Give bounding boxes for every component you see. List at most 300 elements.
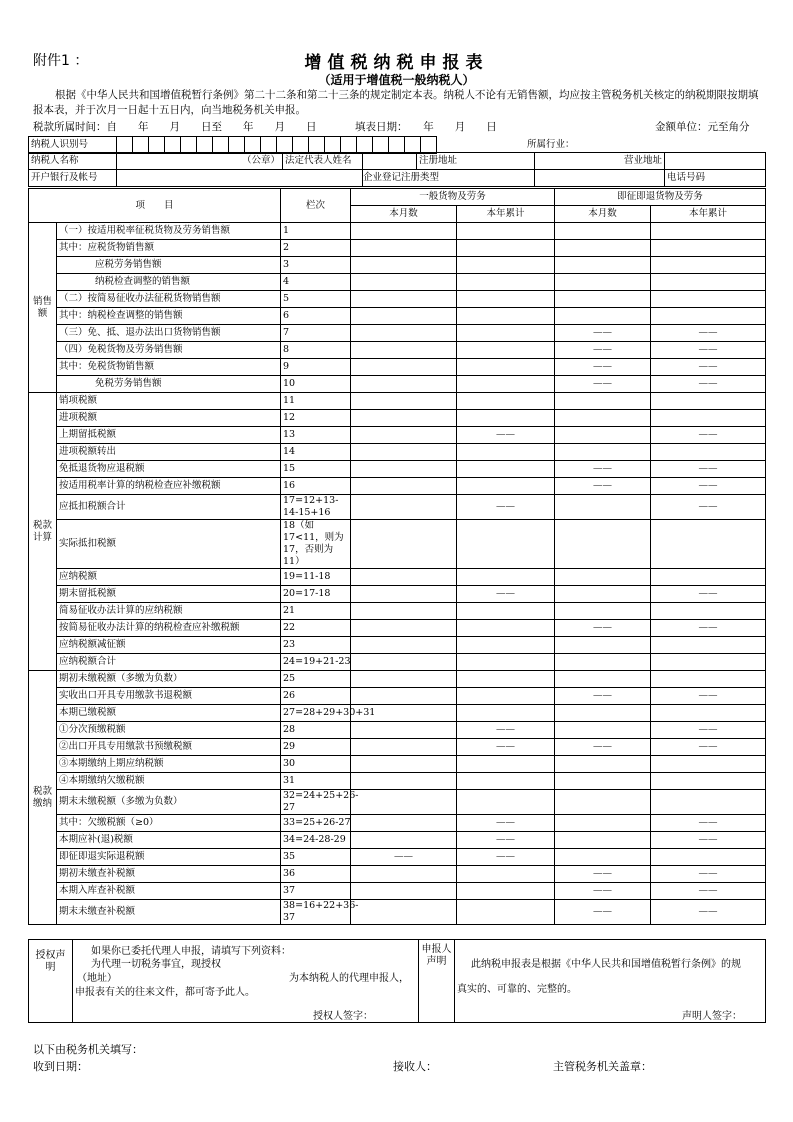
refund-ytd-cell[interactable] — [651, 223, 766, 240]
reg-type-label: 企业登记注册类型 — [363, 170, 535, 187]
auth-box — [75, 940, 416, 1022]
refund-month-cell[interactable] — [555, 569, 651, 586]
taxpayer-id-box[interactable] — [261, 137, 277, 154]
taxpayer-id-box[interactable] — [293, 137, 309, 154]
row-col-no: 16 — [281, 478, 351, 495]
refund-month-cell[interactable] — [555, 257, 651, 274]
table-row — [29, 342, 766, 359]
refund-ytd-cell[interactable] — [651, 520, 766, 569]
general-month-cell[interactable] — [351, 520, 457, 569]
row-item-label: 期末留抵税额 — [57, 586, 281, 603]
row-col-no: 25 — [281, 671, 351, 688]
general-month-cell[interactable] — [351, 722, 457, 739]
auth-sign-label: 授权人签字： — [313, 1011, 373, 1022]
row-item-label: 期末未缴税额（多缴为负数） — [57, 790, 281, 815]
row-item-label: 其中：免税货物销售额 — [57, 359, 281, 376]
general-ytd-cell[interactable] — [457, 883, 555, 900]
row-item-label: 其中：纳税检查调整的销售额 — [57, 308, 281, 325]
refund-month-cell[interactable] — [555, 773, 651, 790]
table-row — [29, 790, 766, 815]
refund-month-cell[interactable] — [555, 240, 651, 257]
row-col-no: 17=12+13-14-15+16 — [281, 495, 351, 520]
row-col-no: 20=17-18 — [281, 586, 351, 603]
general-month-cell: —— — [351, 849, 457, 866]
row-item-label: 期末未缴查补税额 — [57, 900, 281, 925]
refund-ytd-cell[interactable] — [651, 705, 766, 722]
general-month-cell[interactable] — [351, 815, 457, 832]
decl-title: 申报人声明 — [419, 940, 455, 1023]
general-month-cell[interactable] — [351, 223, 457, 240]
row-col-no: 35 — [281, 849, 351, 866]
refund-ytd-cell[interactable] — [651, 849, 766, 866]
taxpayer-name-field[interactable]: （公章） — [117, 153, 283, 170]
general-ytd-cell: —— — [457, 495, 555, 520]
general-month-cell[interactable] — [351, 883, 457, 900]
general-ytd-cell[interactable] — [457, 773, 555, 790]
general-ytd-cell[interactable] — [457, 866, 555, 883]
general-month-cell[interactable] — [351, 586, 457, 603]
refund-ytd-cell[interactable] — [651, 637, 766, 654]
row-col-no: 10 — [281, 376, 351, 393]
industry-label: 所属行业： — [527, 139, 575, 150]
refund-ytd-cell[interactable] — [651, 410, 766, 427]
table-row — [29, 586, 766, 603]
row-col-no: 34=24-28-29 — [281, 832, 351, 849]
taxpayer-id-box[interactable] — [133, 137, 149, 154]
tax-return-main-table — [28, 188, 766, 925]
row-col-no: 1 — [281, 223, 351, 240]
general-ytd-cell[interactable] — [457, 671, 555, 688]
general-month-cell[interactable] — [351, 240, 457, 257]
general-ytd-cell[interactable] — [457, 308, 555, 325]
row-item-label: 免抵退货物应退税额 — [57, 461, 281, 478]
general-month-cell[interactable] — [351, 569, 457, 586]
row-col-no: 2 — [281, 240, 351, 257]
row-item-label: ④本期缴纳欠缴税额 — [57, 773, 281, 790]
refund-ytd-cell: —— — [651, 866, 766, 883]
general-ytd-cell[interactable] — [457, 359, 555, 376]
general-ytd-cell[interactable] — [457, 342, 555, 359]
row-col-no: 32=24+25+26-27 — [281, 790, 351, 815]
decl-line-1: 此纳税申报表是根据《中华人民共和国增值税暂行条例》的规 — [471, 959, 741, 970]
auth-line-2: 为代理一切税务事宜，现授权 — [91, 959, 221, 970]
refund-month-cell[interactable] — [555, 291, 651, 308]
row-item-label: 免税劳务销售额 — [57, 376, 281, 393]
general-month-cell[interactable] — [351, 495, 457, 520]
general-month-cell[interactable] — [351, 832, 457, 849]
taxpayer-id-box[interactable] — [149, 137, 165, 154]
refund-month-cell[interactable] — [555, 815, 651, 832]
refund-month-cell[interactable] — [555, 586, 651, 603]
row-col-no: 24=19+21-23 — [281, 654, 351, 671]
refund-ytd-cell: —— — [651, 495, 766, 520]
row-col-no: 19=11-18 — [281, 569, 351, 586]
row-item-label: 应纳税额减征额 — [57, 637, 281, 654]
form-subtitle: （适用于增值税一般纳税人） — [318, 73, 475, 87]
taxpayer-id-box[interactable] — [341, 137, 357, 154]
row-col-no: 3 — [281, 257, 351, 274]
refund-month-cell: —— — [555, 359, 651, 376]
refund-ytd-cell: —— — [651, 883, 766, 900]
taxpayer-id-box[interactable] — [309, 137, 325, 154]
group-tax-pay: 税款缴纳 — [29, 671, 57, 925]
refund-month-cell: —— — [555, 688, 651, 705]
taxpayer-detail-table — [28, 152, 766, 187]
refund-month-cell[interactable] — [555, 427, 651, 444]
refund-month-cell: —— — [555, 900, 651, 925]
taxpayer-id-box[interactable] — [165, 137, 181, 154]
refund-month-cell[interactable] — [555, 654, 651, 671]
general-ytd-cell[interactable] — [457, 756, 555, 773]
general-month-cell[interactable] — [351, 900, 457, 925]
table-row — [29, 520, 766, 569]
general-ytd-cell: —— — [457, 427, 555, 444]
auth-title: 授权声明 — [29, 940, 73, 1023]
refund-ytd-cell: —— — [651, 815, 766, 832]
taxpayer-id-box[interactable] — [373, 137, 389, 154]
attachment-label: 附件1 ： — [33, 53, 89, 69]
row-item-label: （三）免、抵、退办法出口货物销售额 — [57, 325, 281, 342]
row-col-no: 26 — [281, 688, 351, 705]
table-row — [29, 637, 766, 654]
refund-month-cell[interactable] — [555, 671, 651, 688]
refund-ytd-cell: —— — [651, 900, 766, 925]
table-row — [29, 688, 766, 705]
general-month-cell[interactable] — [351, 637, 457, 654]
row-col-no: 4 — [281, 274, 351, 291]
phone-label: 电话号码 — [665, 170, 766, 187]
taxpayer-id-box[interactable] — [277, 137, 293, 154]
row-item-label: ①分次预缴税额 — [57, 722, 281, 739]
table-row — [29, 815, 766, 832]
row-item-label: （二）按简易征收办法征税货物销售额 — [57, 291, 281, 308]
general-month-cell[interactable] — [351, 359, 457, 376]
row-col-no: 27=28+29+30+31 — [281, 705, 351, 722]
general-ytd-cell[interactable] — [457, 520, 555, 569]
general-month-cell[interactable] — [351, 620, 457, 637]
row-item-label: 应纳税额 — [57, 569, 281, 586]
general-month-cell[interactable] — [351, 376, 457, 393]
row-item-label: ②出口开具专用缴款书预缴税额 — [57, 739, 281, 756]
refund-month-header: 本月数 — [555, 206, 651, 223]
general-month-header: 本月数 — [351, 206, 457, 223]
auth-line-5: 申报表有关的往来文件，都可寄予此人。 — [75, 987, 255, 998]
row-item-label: 按简易征收办法计算的纳税检查应补缴税额 — [57, 620, 281, 637]
refund-month-cell[interactable] — [555, 308, 651, 325]
table-row — [29, 359, 766, 376]
general-month-cell[interactable] — [351, 257, 457, 274]
general-month-cell[interactable] — [351, 461, 457, 478]
taxpayer-id-box[interactable] — [357, 137, 373, 154]
general-ytd-cell: —— — [457, 739, 555, 756]
table-row — [29, 478, 766, 495]
general-ytd-cell[interactable] — [457, 705, 555, 722]
row-col-no: 23 — [281, 637, 351, 654]
refund-ytd-cell[interactable] — [651, 257, 766, 274]
refund-ytd-cell: —— — [651, 478, 766, 495]
refund-ytd-cell[interactable] — [651, 274, 766, 291]
row-item-label: 本期应补(退)税额 — [57, 832, 281, 849]
row-item-label: 销项税额 — [57, 393, 281, 410]
row-col-no: 18（如17<11，则为17，否则为11） — [281, 520, 351, 569]
row-item-label: 进项税额转出 — [57, 444, 281, 461]
row-item-label: 应纳税额合计 — [57, 654, 281, 671]
taxpayer-id-box[interactable] — [421, 137, 437, 154]
refund-month-cell[interactable] — [555, 705, 651, 722]
table-row — [29, 569, 766, 586]
auth-line-4: 为本纳税人的代理申报人， — [289, 973, 409, 984]
taxpayer-id-box[interactable] — [117, 137, 133, 154]
refund-ytd-cell: —— — [651, 688, 766, 705]
table-row — [29, 866, 766, 883]
refund-ytd-cell[interactable] — [651, 603, 766, 620]
general-month-cell[interactable] — [351, 274, 457, 291]
bank-label: 开户银行及帐号 — [29, 170, 117, 187]
general-ytd-cell[interactable] — [457, 637, 555, 654]
general-ytd-cell[interactable] — [457, 223, 555, 240]
general-month-cell[interactable] — [351, 393, 457, 410]
general-month-cell[interactable] — [351, 444, 457, 461]
general-month-cell[interactable] — [351, 410, 457, 427]
table-row — [29, 461, 766, 478]
general-month-cell[interactable] — [351, 773, 457, 790]
refund-month-cell[interactable] — [555, 223, 651, 240]
general-month-cell[interactable] — [351, 671, 457, 688]
row-col-no: 7 — [281, 325, 351, 342]
row-item-label: 即征即退实际退税额 — [57, 849, 281, 866]
intro-text: 根据《中华人民共和国增值税暂行条例》第二十二条和第二十三条的规定制定本表。纳税人不论有无销售额，均应按主管税务机关核定的纳税期限按期填报本表，并于次月一日起十五日内，向当地税务机关申报。 — [33, 89, 759, 116]
row-col-no: 6 — [281, 308, 351, 325]
taxpayer-id-box[interactable] — [405, 137, 421, 154]
refund-ytd-cell[interactable] — [651, 393, 766, 410]
row-col-no: 31 — [281, 773, 351, 790]
row-item-label: （一）按适用税率征税货物及劳务销售额 — [57, 223, 281, 240]
form-title: 增值税纳税申报表 — [304, 53, 489, 73]
table-row — [29, 832, 766, 849]
general-ytd-cell: —— — [457, 815, 555, 832]
general-month-cell[interactable] — [351, 325, 457, 342]
table-row — [29, 325, 766, 342]
biz-address-field[interactable] — [665, 153, 766, 170]
general-month-cell[interactable] — [351, 308, 457, 325]
row-col-no: 12 — [281, 410, 351, 427]
table-row — [29, 705, 766, 722]
general-ytd-cell[interactable] — [457, 291, 555, 308]
general-ytd-cell[interactable] — [457, 376, 555, 393]
general-ytd-cell: —— — [457, 722, 555, 739]
fill-date-label: 填表日期： 年 月 日 — [355, 121, 497, 133]
row-col-no: 9 — [281, 359, 351, 376]
table-row — [29, 671, 766, 688]
refund-month-cell[interactable] — [555, 832, 651, 849]
refund-ytd-cell[interactable] — [651, 308, 766, 325]
refund-month-cell[interactable] — [555, 849, 651, 866]
general-month-cell[interactable] — [351, 739, 457, 756]
refund-month-cell[interactable] — [555, 603, 651, 620]
table-row — [29, 722, 766, 739]
row-col-no: 28 — [281, 722, 351, 739]
refund-ytd-cell[interactable] — [651, 240, 766, 257]
table-row — [29, 883, 766, 900]
general-ytd-cell[interactable] — [457, 240, 555, 257]
general-month-cell[interactable] — [351, 756, 457, 773]
general-month-cell[interactable] — [351, 654, 457, 671]
refund-month-cell: —— — [555, 739, 651, 756]
col-no-header: 栏次 — [281, 189, 351, 223]
row-item-label: 本期已缴税额 — [57, 705, 281, 722]
row-item-label: 实收出口开具专用缴款书退税额 — [57, 688, 281, 705]
general-month-cell[interactable] — [351, 427, 457, 444]
table-row — [29, 444, 766, 461]
reg-type-field[interactable] — [535, 170, 665, 187]
table-row — [29, 274, 766, 291]
general-month-cell[interactable] — [351, 291, 457, 308]
general-ytd-cell[interactable] — [457, 410, 555, 427]
refund-ytd-cell: —— — [651, 342, 766, 359]
table-row — [29, 654, 766, 671]
taxpayer-id-box[interactable] — [213, 137, 229, 154]
table-row — [29, 410, 766, 427]
row-col-no: 37 — [281, 883, 351, 900]
taxpayer-id-box[interactable] — [181, 137, 197, 154]
general-ytd-cell[interactable] — [457, 620, 555, 637]
tax-period-label: 税款所属时间：自 年 月 日至 年 月 日 — [33, 121, 317, 133]
legal-rep-label: 法定代表人姓名 — [283, 153, 363, 170]
refund-month-cell[interactable] — [555, 790, 651, 815]
row-col-no: 15 — [281, 461, 351, 478]
table-row — [29, 620, 766, 637]
taxpayer-id-box[interactable] — [197, 137, 213, 154]
general-month-cell[interactable] — [351, 866, 457, 883]
refund-ytd-cell[interactable] — [651, 671, 766, 688]
decl-line-2: 真实的、可靠的、完整的。 — [457, 984, 577, 995]
general-ytd-cell: —— — [457, 586, 555, 603]
general-month-cell[interactable] — [351, 603, 457, 620]
refund-ytd-cell[interactable] — [651, 444, 766, 461]
refund-ytd-cell: —— — [651, 832, 766, 849]
legal-rep-field[interactable] — [363, 153, 417, 170]
table-row — [29, 739, 766, 756]
general-month-cell[interactable] — [351, 478, 457, 495]
general-month-cell[interactable] — [351, 790, 457, 815]
general-ytd-cell[interactable] — [457, 790, 555, 815]
refund-month-cell[interactable] — [555, 410, 651, 427]
general-ytd-cell[interactable] — [457, 603, 555, 620]
decl-box — [457, 940, 763, 1022]
refund-month-cell: —— — [555, 866, 651, 883]
general-ytd-cell[interactable] — [457, 257, 555, 274]
refund-ytd-cell[interactable] — [651, 569, 766, 586]
general-ytd-cell[interactable] — [457, 478, 555, 495]
biz-address-label: 营业地址 — [535, 153, 665, 170]
decl-sign-label: 声明人签字： — [682, 1011, 742, 1022]
refund-ytd-cell[interactable] — [651, 773, 766, 790]
refund-ytd-cell: —— — [651, 739, 766, 756]
taxpayer-id-box[interactable] — [245, 137, 261, 154]
general-ytd-cell[interactable] — [457, 393, 555, 410]
table-row — [29, 393, 766, 410]
refund-ytd-cell[interactable] — [651, 291, 766, 308]
table-row — [29, 257, 766, 274]
taxpayer-id-box[interactable] — [325, 137, 341, 154]
general-month-cell[interactable] — [351, 688, 457, 705]
refund-ytd-header: 本年累计 — [651, 206, 766, 223]
general-ytd-cell: —— — [457, 832, 555, 849]
general-ytd-header: 本年累计 — [457, 206, 555, 223]
row-col-no: 14 — [281, 444, 351, 461]
refund-month-cell[interactable] — [555, 495, 651, 520]
row-item-label: 其中：应税货物销售额 — [57, 240, 281, 257]
table-row — [29, 376, 766, 393]
refund-month-cell: —— — [555, 342, 651, 359]
row-item-label: 本期入库查补税额 — [57, 883, 281, 900]
table-row — [29, 308, 766, 325]
row-item-label: 应税劳务销售额 — [57, 257, 281, 274]
table-row — [29, 291, 766, 308]
taxpayer-id-label: 纳税人识别号 — [29, 137, 117, 154]
refund-month-cell[interactable] — [555, 637, 651, 654]
refund-month-cell: —— — [555, 478, 651, 495]
general-ytd-cell[interactable] — [457, 569, 555, 586]
table-row — [29, 240, 766, 257]
row-col-no: 38=16+22+36-37 — [281, 900, 351, 925]
row-item-label: 期初未缴税额（多缴为负数） — [57, 671, 281, 688]
row-col-no: 21 — [281, 603, 351, 620]
refund-month-cell[interactable] — [555, 722, 651, 739]
item-header: 项 目 — [29, 189, 281, 223]
table-row — [29, 427, 766, 444]
general-month-cell[interactable] — [351, 342, 457, 359]
general-ytd-cell[interactable] — [457, 274, 555, 291]
row-item-label: 应抵扣税额合计 — [57, 495, 281, 520]
seal-label: 主管税务机关盖章： — [553, 1060, 652, 1073]
bank-field[interactable] — [117, 170, 363, 187]
general-ytd-cell[interactable] — [457, 688, 555, 705]
row-item-label: 实际抵扣税额 — [57, 520, 281, 569]
general-ytd-cell[interactable] — [457, 325, 555, 342]
row-col-no: 30 — [281, 756, 351, 773]
reg-address-label: 注册地址 — [417, 153, 535, 170]
refund-goods-header: 即征即退货物及劳务 — [555, 189, 766, 206]
row-col-no: 13 — [281, 427, 351, 444]
general-ytd-cell[interactable] — [457, 461, 555, 478]
refund-ytd-cell: —— — [651, 461, 766, 478]
refund-ytd-cell: —— — [651, 586, 766, 603]
refund-ytd-cell: —— — [651, 359, 766, 376]
taxpayer-id-box[interactable] — [389, 137, 405, 154]
refund-ytd-cell: —— — [651, 376, 766, 393]
table-row — [29, 603, 766, 620]
row-item-label: 进项税额 — [57, 410, 281, 427]
refund-month-cell: —— — [555, 461, 651, 478]
refund-month-cell[interactable] — [555, 274, 651, 291]
refund-ytd-cell[interactable] — [651, 756, 766, 773]
general-ytd-cell[interactable] — [457, 444, 555, 461]
row-col-no: 8 — [281, 342, 351, 359]
refund-month-cell[interactable] — [555, 756, 651, 773]
row-item-label: 按适用税率计算的纳税检查应补缴税额 — [57, 478, 281, 495]
general-ytd-cell[interactable] — [457, 900, 555, 925]
refund-ytd-cell[interactable] — [651, 790, 766, 815]
refund-month-cell[interactable] — [555, 393, 651, 410]
refund-ytd-cell[interactable] — [651, 654, 766, 671]
row-col-no: 29 — [281, 739, 351, 756]
general-ytd-cell[interactable] — [457, 654, 555, 671]
refund-month-cell: —— — [555, 883, 651, 900]
taxpayer-id-box[interactable] — [229, 137, 245, 154]
refund-month-cell[interactable] — [555, 444, 651, 461]
refund-month-cell[interactable] — [555, 520, 651, 569]
